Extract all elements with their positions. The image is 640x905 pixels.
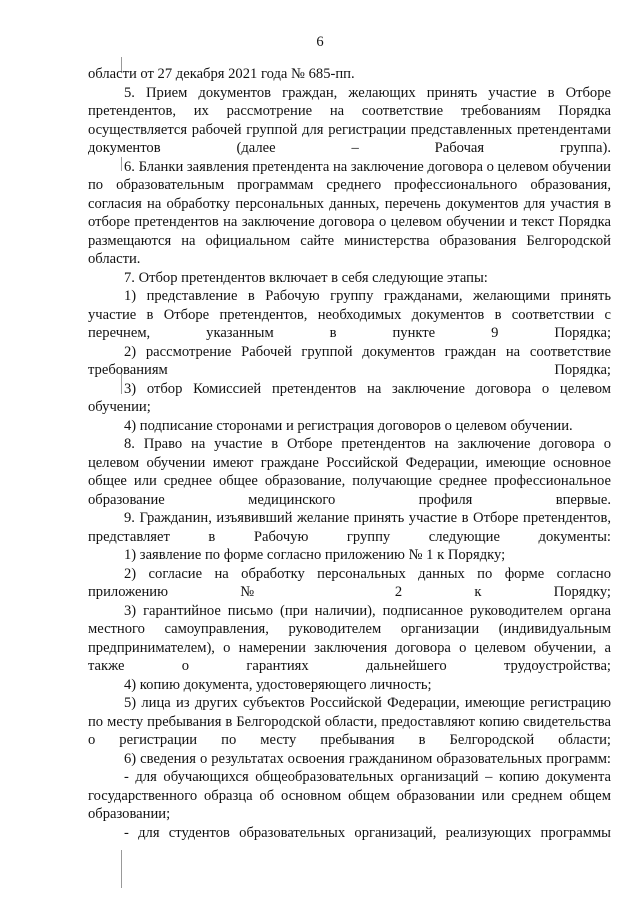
paragraph-9-item-6a: - для обучающихся общеобразовательных организаций – копию документа государственного образца об основном общем образовании или среднем общем образовании;	[88, 769, 611, 822]
paragraph-7-item-3: 3) отбор Комиссией претендентов на заключение договора о целевом обучении;	[88, 380, 611, 415]
paragraph-9-item-6b: - для студентов образовательных организаций, реализующих программы	[124, 824, 611, 841]
paragraph-5: 5. Прием документов граждан, желающих принять участие в Отборе претендентов, их рассмотрение на соответствие требованиям Порядка осуществляется рабочей группой для регистрации представленных претендентами документов (далее – Рабочая группа).	[88, 84, 611, 156]
page-number: 6	[316, 34, 324, 50]
paragraph-9-item-6: 6) сведения о результатах освоения гражданином образовательных программ:	[124, 750, 611, 767]
paragraph-7-item-1: 1) представление в Рабочую группу гражданами, желающими принять участие в Отборе претендентов, необходимых документов в соответствии с перечнем, указанным в пункте 9 Порядка;	[88, 288, 611, 341]
paragraph-9-item-2: 2) согласие на обработку персональных данных по форме согласно приложению № 2 к Порядку;	[88, 565, 611, 600]
paragraph-9-item-3: 3) гарантийное письмо (при наличии), подписанное руководителем органа местного самоуправления, руководителем организации (индивидуальным предпринимателем), о намерении заключения договора о целевом обучении, а также о гарантиях дальнейшего трудоустройства;	[88, 602, 611, 674]
paragraph-7-item-2: 2) рассмотрение Рабочей группой документов граждан на соответствие требованиям Порядка;	[88, 343, 611, 378]
paragraph-8: 8. Право на участие в Отборе претендентов на заключение договора о целевом обучении имеют граждане Российской Федерации, имеющие основное общее или среднее общее образование, получающие среднее профессиональное образование медицинского профиля впервые.	[88, 436, 611, 508]
paragraph-9: 9. Гражданин, изъявивший желание принять участие в Отборе претендентов, представляет в Рабочую группу следующие документы:	[88, 510, 611, 545]
document-body	[88, 65, 611, 842]
paragraph-6: 6. Бланки заявления претендента на заключение договора о целевом обучении по образовательным программам среднего профессионального образования, согласия на обработку персональных данных, перечень документов для участия в отборе претендентов на заключение договора о целевом обучении и текст Порядка размещаются на официальном сайте министерства образования Белгородской области.	[88, 158, 611, 267]
paragraph-continuation: области от 27 декабря 2021 года № 685-пп.	[88, 66, 355, 82]
paragraph-9-item-5: 5) лица из других субъектов Российской Федерации, имеющие регистрацию по месту пребывания в Белгородской области, предоставляют копию свидетельства о регистрации по месту пребывания в Белгородской области;	[88, 695, 611, 748]
margin-mark	[121, 850, 122, 888]
paragraph-9-item-1: 1) заявление по форме согласно приложению № 1 к Порядку;	[124, 547, 506, 563]
paragraph-7-item-4: 4) подписание сторонами и регистрация договоров о целевом обучении.	[124, 417, 573, 434]
paragraph-7: 7. Отбор претендентов включает в себя следующие этапы:	[124, 269, 488, 286]
paragraph-9-item-4: 4) копию документа, удостоверяющего личность;	[124, 676, 432, 693]
